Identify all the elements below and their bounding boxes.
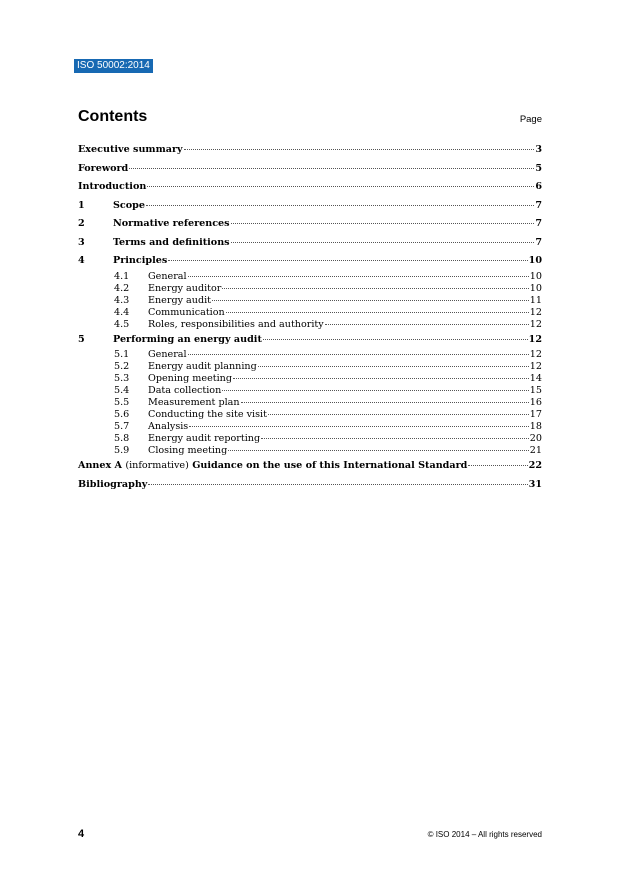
dot-leader bbox=[226, 312, 529, 313]
toc-entry-number: 4 bbox=[78, 255, 85, 266]
toc-entry[interactable] bbox=[78, 271, 542, 283]
dot-leader bbox=[189, 426, 529, 427]
toc-entry[interactable] bbox=[78, 457, 542, 476]
annex-informative-label: (informative) bbox=[125, 460, 189, 471]
footer-page-number: 4 bbox=[78, 828, 85, 840]
dot-leader bbox=[325, 324, 529, 325]
toc-entry-page: 10 bbox=[528, 255, 542, 266]
toc-entry-title: Energy auditor bbox=[148, 282, 222, 294]
toc-entry[interactable] bbox=[78, 319, 542, 331]
toc-entry-page: 11 bbox=[529, 294, 542, 306]
toc-entry[interactable] bbox=[78, 373, 542, 385]
toc-entry-page: 7 bbox=[535, 199, 542, 211]
toc-entry-page: 10 bbox=[529, 282, 542, 294]
toc-entry-title: General bbox=[148, 349, 187, 360]
toc-entry-title: Terms and definitions bbox=[113, 236, 230, 248]
toc-entry[interactable] bbox=[78, 476, 542, 495]
dot-leader bbox=[233, 378, 529, 379]
table-of-contents bbox=[78, 141, 542, 494]
annex-title: Guidance on the use of this International Standard bbox=[192, 460, 468, 471]
toc-entry[interactable] bbox=[78, 283, 542, 295]
dot-leader bbox=[188, 354, 529, 355]
toc-entry-page: 18 bbox=[529, 421, 542, 432]
toc-entry[interactable] bbox=[78, 409, 542, 421]
toc-entry-page: 12 bbox=[528, 333, 542, 345]
annex-label: Annex A bbox=[78, 460, 123, 471]
dot-leader bbox=[146, 205, 534, 206]
dot-leader bbox=[231, 223, 535, 224]
toc-entry-title: Normative references bbox=[113, 218, 230, 229]
toc-entry-number: 4.4 bbox=[114, 306, 130, 318]
toc-entry-page: 16 bbox=[529, 397, 542, 408]
dot-leader bbox=[222, 288, 528, 289]
dot-leader bbox=[184, 149, 535, 150]
toc-entry[interactable] bbox=[78, 141, 542, 160]
toc-entry-page: 22 bbox=[528, 460, 542, 471]
toc-entry-number: 5.6 bbox=[114, 409, 130, 420]
toc-entry-number: 3 bbox=[78, 236, 85, 248]
toc-entry[interactable] bbox=[78, 385, 542, 397]
toc-entry[interactable] bbox=[78, 349, 542, 361]
dot-leader bbox=[222, 390, 529, 391]
toc-entry-title: Executive summary bbox=[78, 144, 183, 155]
toc-entry-page: 12 bbox=[529, 349, 542, 360]
dot-leader bbox=[148, 484, 527, 485]
toc-entry-title: Conducting the site visit bbox=[148, 409, 267, 420]
toc-entry-page: 6 bbox=[535, 181, 542, 192]
toc-entry[interactable] bbox=[78, 160, 542, 179]
toc-entry-page: 7 bbox=[535, 218, 542, 229]
toc-entry-title: Energy audit bbox=[148, 294, 212, 306]
toc-entry-number: 4.5 bbox=[114, 318, 130, 330]
document-id-badge: ISO 50002:2014 bbox=[74, 59, 153, 73]
toc-entry[interactable] bbox=[78, 234, 542, 253]
toc-entry-page: 17 bbox=[529, 409, 542, 420]
toc-entry-number: 5.3 bbox=[114, 373, 130, 384]
toc-entry-page: 15 bbox=[529, 385, 542, 396]
toc-entry-number: 5.4 bbox=[114, 385, 130, 396]
toc-entry-number: 4.2 bbox=[114, 282, 130, 294]
dot-leader bbox=[129, 168, 534, 169]
dot-leader bbox=[261, 438, 529, 439]
toc-entry-number: 5.2 bbox=[114, 361, 130, 372]
toc-entry[interactable] bbox=[78, 197, 542, 216]
toc-entry-title: Performing an energy audit bbox=[113, 333, 262, 345]
toc-entry-number: 5 bbox=[78, 333, 85, 345]
toc-entry-title: Communication bbox=[148, 306, 225, 318]
toc-entry[interactable] bbox=[78, 215, 542, 234]
dot-leader bbox=[468, 465, 527, 466]
dot-leader bbox=[231, 242, 535, 243]
toc-entry-page: 12 bbox=[529, 306, 542, 318]
toc-entry[interactable] bbox=[78, 397, 542, 409]
toc-entry-page: 31 bbox=[528, 478, 542, 490]
toc-entry-number: 5.1 bbox=[114, 349, 130, 360]
toc-entry-number: 1 bbox=[78, 199, 85, 211]
toc-entry[interactable] bbox=[78, 295, 542, 307]
dot-leader bbox=[268, 414, 529, 415]
dot-leader bbox=[147, 186, 534, 187]
toc-entry[interactable] bbox=[78, 307, 542, 319]
toc-entry-title: Analysis bbox=[148, 421, 189, 432]
dot-leader bbox=[212, 300, 529, 301]
toc-entry-title bbox=[78, 457, 467, 476]
toc-entry[interactable] bbox=[78, 445, 542, 457]
dot-leader bbox=[241, 402, 529, 403]
toc-entry-title: Closing meeting bbox=[148, 445, 228, 456]
dot-leader bbox=[228, 450, 529, 451]
toc-entry-title: Foreword bbox=[78, 162, 129, 174]
toc-entry-title: Roles, responsibilities and authority bbox=[148, 318, 324, 330]
toc-entry-title: Data collection bbox=[148, 385, 222, 396]
toc-entry-title: Measurement plan bbox=[148, 397, 240, 408]
toc-entry-number: 5.9 bbox=[114, 445, 130, 456]
toc-entry-number: 4.3 bbox=[114, 294, 130, 306]
toc-entry-page: 12 bbox=[529, 361, 542, 372]
toc-entry-page: 21 bbox=[529, 445, 542, 456]
toc-entry-page: 3 bbox=[535, 144, 542, 155]
toc-entry-page: 20 bbox=[529, 433, 542, 444]
page-title: Contents bbox=[78, 108, 148, 125]
toc-entry-number: 4.1 bbox=[114, 270, 130, 282]
toc-entry-page: 10 bbox=[529, 270, 542, 282]
toc-entry[interactable] bbox=[78, 331, 542, 350]
toc-entry[interactable] bbox=[78, 178, 542, 197]
toc-entry-page: 7 bbox=[535, 236, 542, 248]
toc-entry[interactable] bbox=[78, 361, 542, 373]
toc-entry-title: Energy audit reporting bbox=[148, 433, 261, 444]
dot-leader bbox=[168, 260, 527, 261]
toc-entry-page: 12 bbox=[529, 318, 542, 330]
toc-entry-page: 5 bbox=[535, 162, 542, 174]
toc-entry-title: Energy audit planning bbox=[148, 361, 257, 372]
toc-entry[interactable] bbox=[78, 433, 542, 445]
toc-entry-page: 14 bbox=[529, 373, 542, 384]
footer-copyright: © ISO 2014 – All rights reserved bbox=[427, 830, 542, 839]
dot-leader bbox=[258, 366, 529, 367]
dot-leader bbox=[188, 276, 529, 277]
dot-leader bbox=[263, 339, 528, 340]
toc-entry-title: Opening meeting bbox=[148, 373, 232, 384]
toc-entry-number: 5.8 bbox=[114, 433, 130, 444]
toc-entry-number: 5.5 bbox=[114, 397, 130, 408]
toc-entry[interactable] bbox=[78, 252, 542, 271]
toc-entry[interactable] bbox=[78, 421, 542, 433]
toc-entry-title: Scope bbox=[113, 199, 145, 211]
toc-entry-number: 2 bbox=[78, 218, 85, 229]
toc-entry-title: Introduction bbox=[78, 181, 147, 192]
page-column-label: Page bbox=[519, 114, 542, 125]
toc-entry-title: Bibliography bbox=[78, 478, 148, 490]
toc-entry-number: 5.7 bbox=[114, 421, 130, 432]
toc-entry-title: Principles bbox=[113, 255, 168, 266]
toc-entry-title: General bbox=[148, 270, 187, 282]
